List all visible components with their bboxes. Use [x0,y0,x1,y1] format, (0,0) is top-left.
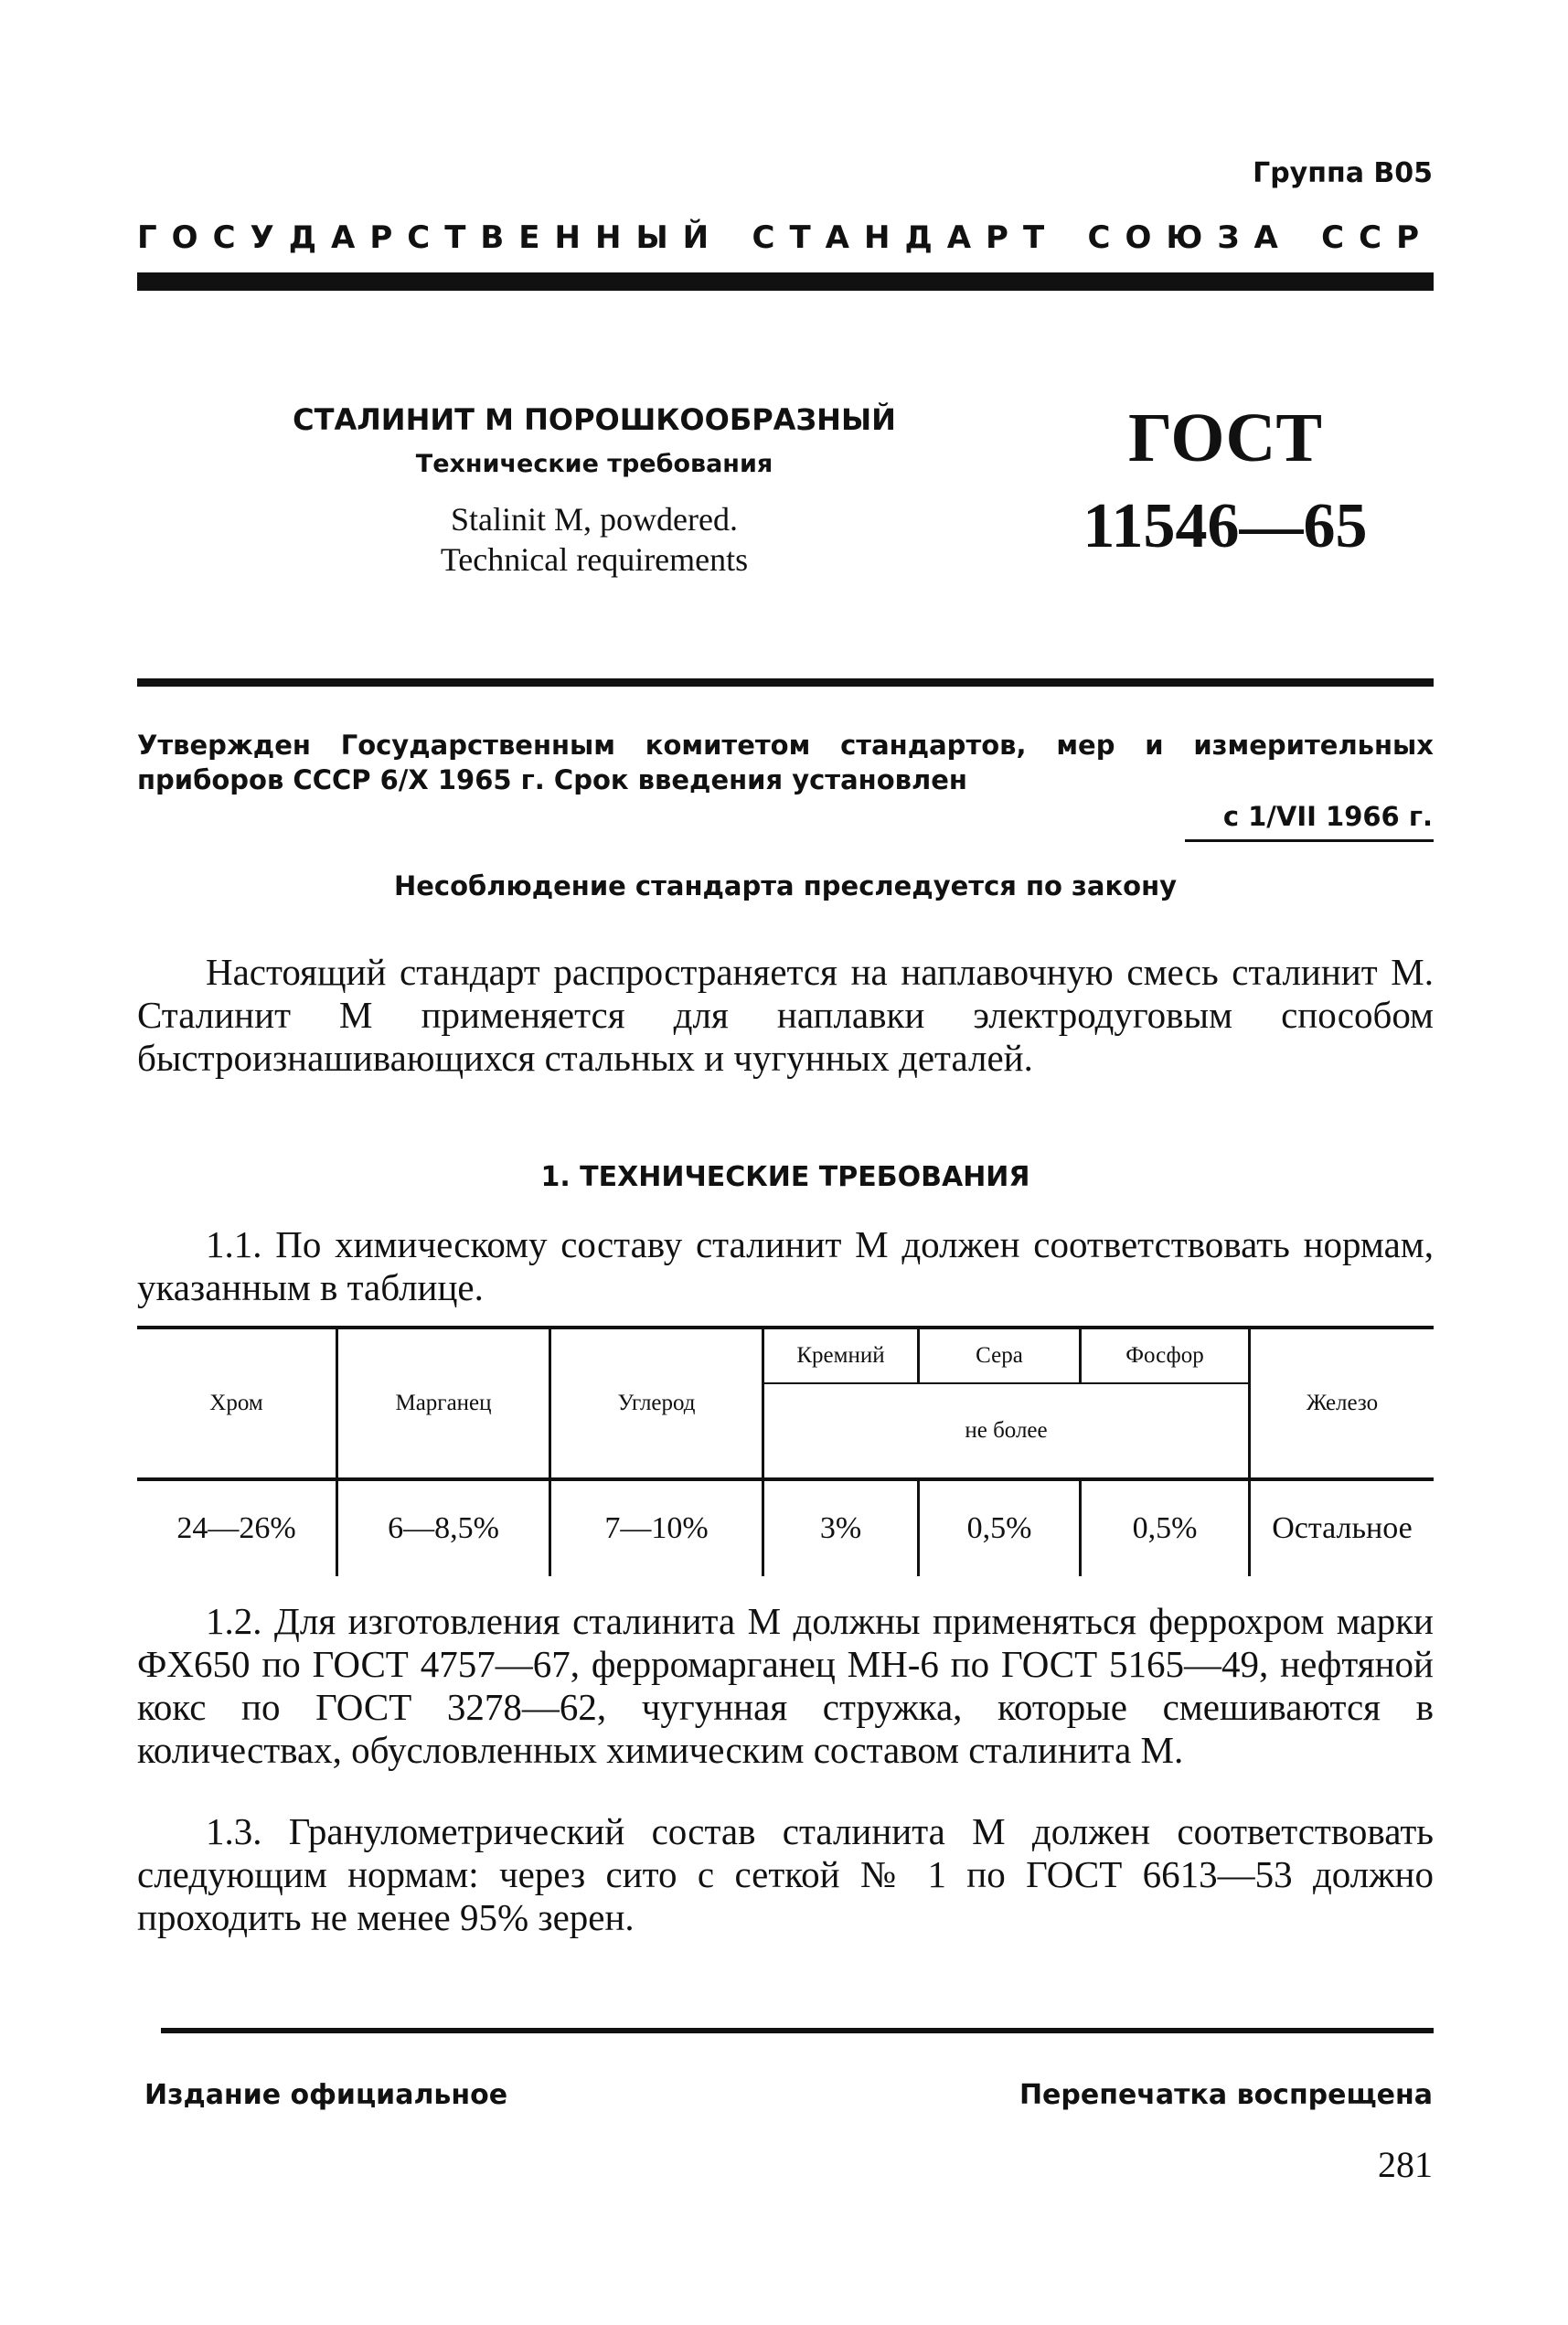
title-en [293,499,896,580]
reprint-notice: Перепечатка воспрещена [1019,2079,1433,2111]
col-header-chrome: Хром [137,1328,337,1479]
group-code: Группа В05 [1253,157,1433,189]
col-header-phosphorus: Фосфор [1081,1328,1250,1383]
banner-word-standard: СТАНДАРТ [752,219,1060,256]
col-header-iron: Железо [1250,1328,1435,1479]
banner-word-ussr: ССР [1321,219,1434,256]
effective-date: с 1/VII 1966 г. [1222,801,1433,832]
legal-notice: Несоблюдение стандарта преследуется по закону [393,870,1178,901]
value-carbon: 7—10% [550,1479,763,1576]
value-sulfur: 0,5% [919,1479,1081,1576]
value-manganese: 6—8,5% [337,1479,550,1576]
title-en-line2: Technical requirements [440,541,749,578]
title-ru: СТАЛИНИТ М ПОРОШКООБРАЗНЫЙ [293,402,896,437]
value-phosphorus: 0,5% [1081,1479,1250,1576]
value-iron: Остальное [1250,1479,1435,1576]
clause-1-1: 1.1. По химическому составу сталинит М должен соответствовать нормам, указанным в таблице. [137,1223,1434,1308]
col-header-silicon: Кремний [763,1328,919,1383]
title-bottom-rule [137,678,1434,687]
clause-1-2: 1.2. Для изготовления сталинита М должны применяться феррохром марки ФХ650 по ГОСТ 4757—67, ферромарганец МН-6 по ГОСТ 5165—49, нефтяной кокс по ГОСТ 3278—62, чугунная стружка, которые смешиваются в количествах, обусловленных химическим составом сталинита М. [137,1600,1434,1771]
gost-number: 11546—65 [1083,491,1368,561]
subtitle-ru: Технические требования [415,450,773,478]
page-number: 281 [1378,2144,1433,2185]
col-header-not-more: не более [763,1383,1250,1479]
gost-label: ГОСТ [1127,400,1323,476]
value-silicon: 3% [763,1479,919,1576]
effective-date-underline [1185,839,1434,842]
clause-1-3: 1.3. Гранулометрический состав сталинита М должен соответствовать следующим нормам: через сито с сеткой № 1 по ГОСТ 6613—53 должно проходить не менее 95% зерен. [137,1810,1434,1938]
intro-paragraph: Настоящий стандарт распространяется на наплавочную смесь сталинит М. Сталинит М применяется для наплавки электродуговым способом быстроизнашивающихся стальных и чугунных деталей. [137,951,1434,1079]
footer-rule [161,2028,1434,2033]
section-title: 1. ТЕХНИЧЕСКИЕ ТРЕБОВАНИЯ [540,1161,1030,1193]
col-header-sulfur: Сера [919,1328,1081,1383]
approval-text: Утвержден Государственным комитетом стандартов, мер и измерительных приборов СССР 6/X 1965 г. Срок введения установлен [137,730,1434,795]
col-header-carbon: Углерод [550,1328,763,1479]
header-thick-rule [137,272,1434,291]
state-standard-banner [137,219,1434,256]
col-header-manganese: Марганец [337,1328,550,1479]
value-chrome: 24—26% [176,1511,296,1545]
title-en-line1: Stalinit M, powdered. [451,501,738,538]
banner-word-state: ГОСУДАРСТВЕННЫЙ [137,219,724,256]
banner-word-union: СОЮЗА [1087,219,1293,256]
edition-label: Издание официальное [144,2079,508,2111]
composition-table [137,1326,1434,1576]
